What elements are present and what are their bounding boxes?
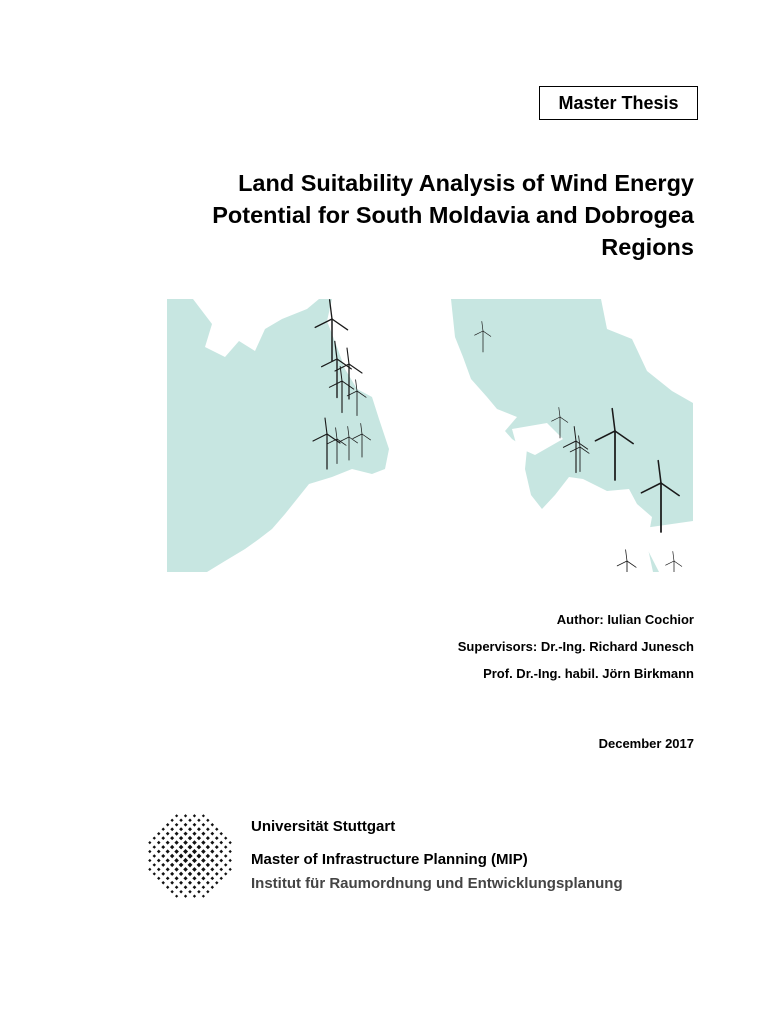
logo-dot [153, 845, 156, 848]
logo-dot [210, 876, 214, 880]
logo-dot [175, 823, 179, 827]
logo-dot [148, 850, 151, 853]
logo-dot [229, 868, 232, 871]
logo-dot [211, 823, 214, 826]
title-line-2: Potential for South Moldavia and Dobrogea [212, 202, 694, 228]
logo-dot [157, 841, 161, 845]
thesis-title [134, 167, 694, 263]
logo-dot [170, 836, 174, 840]
logo-dot [197, 819, 200, 822]
logo-dot [201, 876, 205, 880]
logo-dot [161, 854, 165, 858]
logo-dot [196, 854, 201, 859]
logo-dot [229, 841, 232, 844]
wind-farm-map-illustration [167, 299, 693, 572]
logo-dot [197, 872, 201, 876]
logo-dot [202, 885, 206, 889]
logo-dot [202, 814, 205, 817]
logo-dot [193, 823, 197, 827]
logo-dot [197, 827, 201, 831]
logo-dot [215, 881, 218, 884]
logo-dot [148, 859, 151, 862]
institute-name: Institut für Raumordnung und Entwicklungsplanung [251, 875, 623, 892]
logo-dot [192, 849, 197, 854]
logo-dot [192, 858, 197, 863]
logo-dot [219, 868, 223, 872]
logo-dot [184, 895, 187, 898]
logo-dot [188, 836, 192, 840]
program-name: Master of Infrastructure Planning (MIP) [251, 851, 528, 868]
logo-dot [215, 854, 219, 858]
logo-dot [184, 885, 188, 889]
logo-dot [175, 876, 179, 880]
logo-dot [206, 836, 210, 840]
logo-dot [170, 890, 173, 893]
logo-dot [161, 845, 165, 849]
logo-dot [188, 827, 192, 831]
logo-dot [201, 858, 206, 863]
logo-dot [153, 863, 156, 866]
submission-date: December 2017 [598, 736, 694, 751]
logo-dot [170, 845, 174, 849]
second-supervisor-line: Prof. Dr.-Ing. habil. Jörn Birkmann [483, 666, 694, 681]
water-area-left [167, 299, 389, 572]
logo-dot [179, 872, 183, 876]
logo-dot [170, 863, 174, 867]
logo-dot [184, 814, 187, 817]
author-line: Author: Iulian Cochior [556, 612, 694, 627]
logo-dot [161, 872, 165, 876]
logo-dot [175, 895, 178, 898]
logo-dot [157, 850, 161, 854]
logo-dot [161, 863, 165, 867]
logo-dot [174, 849, 179, 854]
logo-dot [157, 832, 160, 835]
logo-dot [193, 814, 196, 817]
logo-dot [170, 854, 174, 858]
logo-dot [210, 867, 214, 871]
land-inlet [637, 521, 693, 572]
title-line-3: Regions [601, 234, 694, 260]
logo-dot [219, 850, 223, 854]
logo-dot [166, 823, 169, 826]
logo-dot [215, 836, 219, 840]
logo-dot [175, 885, 179, 889]
logo-dot [188, 845, 193, 850]
logo-dot [192, 832, 196, 836]
logo-dot [210, 849, 214, 853]
logo-dot [201, 867, 205, 871]
logo-dot [220, 877, 223, 880]
logo-dot [224, 863, 227, 866]
university-dot-logo-icon [146, 812, 234, 900]
logo-dot [188, 819, 192, 823]
logo-dot [210, 832, 214, 836]
logo-dot [166, 832, 170, 836]
logo-dot [175, 814, 178, 817]
logo-dot [179, 819, 182, 822]
logo-dot [179, 836, 183, 840]
logo-dot [161, 836, 165, 840]
logo-dot [197, 881, 201, 885]
logo-dot [166, 876, 170, 880]
logo-dot [153, 854, 157, 858]
logo-dot [201, 832, 205, 836]
logo-dot [210, 841, 214, 845]
logo-dot [170, 881, 174, 885]
logo-dot [206, 845, 210, 849]
logo-dot [224, 872, 227, 875]
document-type-label: Master Thesis [558, 92, 679, 113]
logo-dot [229, 850, 232, 853]
logo-dot [202, 895, 205, 898]
logo-dot [188, 890, 192, 894]
logo-dot [188, 881, 192, 885]
logo-dot [157, 868, 161, 872]
logo-dot [215, 828, 218, 831]
logo-dot [170, 872, 174, 876]
logo-dot [197, 890, 200, 893]
logo-dot [174, 858, 179, 863]
logo-dot [179, 854, 184, 859]
logo-dot [157, 859, 161, 863]
logo-dot [153, 872, 156, 875]
logo-dot [192, 867, 197, 872]
logo-dot [148, 868, 151, 871]
logo-dot [166, 841, 170, 845]
logo-dot [197, 845, 202, 850]
logo-dot [179, 890, 182, 893]
logo-dot [206, 863, 210, 867]
logo-dot [215, 863, 219, 867]
logo-dot [206, 854, 210, 858]
logo-dot [206, 881, 210, 885]
logo-dot [148, 841, 151, 844]
logo-dot [215, 845, 219, 849]
logo-dot [229, 859, 232, 862]
logo-dot [183, 832, 187, 836]
logo-dot [175, 832, 179, 836]
logo-dot [201, 840, 205, 844]
logo-dot [192, 840, 197, 845]
logo-dot [162, 881, 165, 884]
logo-dot [206, 872, 210, 876]
logo-dot [166, 849, 170, 853]
logo-dot [220, 832, 223, 835]
university-block [251, 817, 623, 894]
logo-dot [162, 827, 165, 830]
logo-dot [179, 863, 184, 868]
logo-dot [153, 836, 156, 839]
logo-dot [193, 885, 197, 889]
logo-dot [174, 840, 178, 844]
logo-dot [183, 840, 188, 845]
logo-dot [183, 876, 187, 880]
logo-dot [201, 849, 206, 854]
logo-dot [224, 854, 228, 858]
supervisors-line: Supervisors: Dr.-Ing. Richard Junesch [457, 639, 694, 654]
logo-dot [224, 836, 227, 839]
logo-dot [157, 877, 160, 880]
logo-dot [197, 836, 201, 840]
title-line-1: Land Suitability Analysis of Wind Energy [238, 170, 694, 196]
logo-dot [170, 827, 174, 831]
logo-dot [187, 853, 192, 858]
logo-dot [166, 858, 170, 862]
logo-dot [224, 845, 227, 848]
logo-dot [211, 886, 214, 889]
wind-turbine-icon [617, 550, 636, 572]
credits-block [294, 612, 694, 693]
logo-dot [166, 867, 170, 871]
logo-dot [188, 862, 193, 867]
logo-dot [206, 827, 210, 831]
logo-dot [206, 819, 209, 822]
logo-dot [206, 890, 209, 893]
logo-dot [197, 863, 202, 868]
logo-dot [202, 823, 206, 827]
logo-dot [215, 872, 219, 876]
logo-dot [192, 876, 196, 880]
logo-dot [184, 823, 188, 827]
logo-dot [193, 895, 196, 898]
logo-dot [183, 858, 188, 863]
logo-dot [219, 859, 223, 863]
logo-dot [174, 867, 178, 871]
logo-dot [219, 841, 223, 845]
document-type-badge [539, 86, 698, 120]
university-name: Universität Stuttgart [251, 818, 396, 835]
logo-dot [179, 827, 183, 831]
logo-dot [179, 845, 184, 850]
logo-dot [170, 819, 173, 822]
logo-dot [183, 867, 188, 872]
logo-dot [188, 872, 192, 876]
logo-dot [166, 886, 169, 889]
logo-dot [183, 849, 188, 854]
logo-dot [210, 858, 214, 862]
logo-dot [179, 881, 183, 885]
